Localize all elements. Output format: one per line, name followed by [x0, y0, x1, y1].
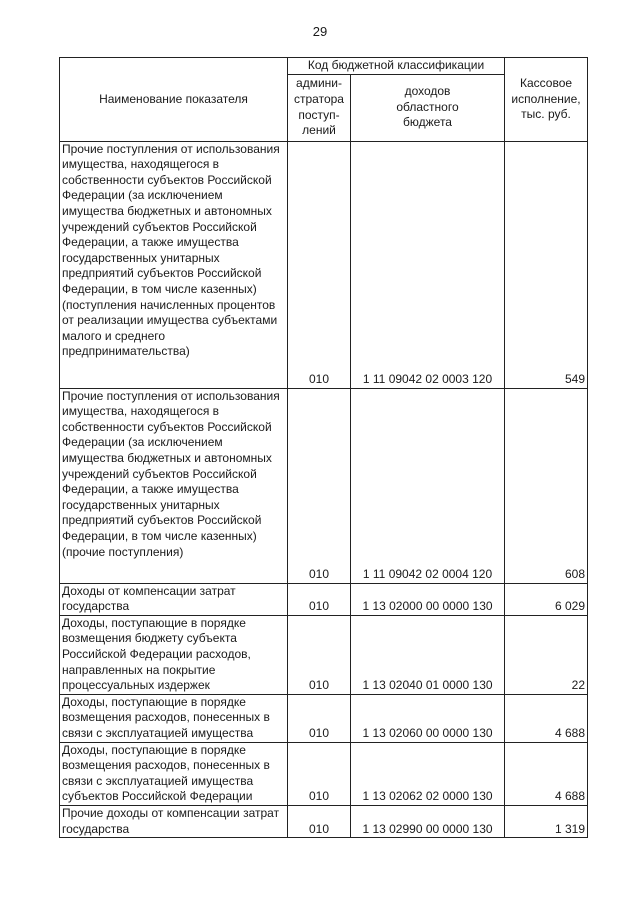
row-name-cell: Доходы, поступающие в порядке возмещения бюджету субъекта Российской Федерации расходов, направленных на покрытие процессуальных издержек: [60, 615, 288, 694]
header-name: Наименование показателя: [60, 58, 288, 142]
row-amount-cell: 4 688: [505, 694, 588, 742]
row-amount-cell: 608: [505, 388, 588, 583]
table-row: [60, 694, 588, 742]
row-admin-code-cell: 010: [288, 615, 351, 694]
page-number: 29: [312, 24, 328, 39]
row-budget-code-cell: 1 13 02000 00 0000 130: [351, 583, 505, 615]
row-name-cell: Доходы, поступающие в порядке возмещения расходов, понесенных в связи с эксплуатацией имущества: [60, 694, 288, 742]
row-admin-code-cell: 010: [288, 141, 351, 388]
row-amount-cell: 6 029: [505, 583, 588, 615]
row-admin-code-cell: 010: [288, 388, 351, 583]
row-budget-code-cell: 1 11 09042 02 0004 120: [351, 388, 505, 583]
table-row: [60, 615, 588, 694]
table-row: [60, 583, 588, 615]
table-row: [60, 805, 588, 837]
header-code-group: Код бюджетной классификации: [288, 58, 505, 75]
row-amount-cell: 22: [505, 615, 588, 694]
row-admin-code-cell: 010: [288, 742, 351, 805]
row-admin-code-cell: 010: [288, 805, 351, 837]
row-admin-code-cell: 010: [288, 694, 351, 742]
header-row-top: [60, 58, 588, 75]
table-row: [60, 141, 588, 388]
header-income: доходов областного бюджета: [351, 74, 505, 141]
row-amount-cell: 1 319: [505, 805, 588, 837]
row-admin-code-cell: 010: [288, 583, 351, 615]
header-amount: Кассовое исполнение, тыс. руб.: [505, 58, 588, 142]
row-amount-cell: 4 688: [505, 742, 588, 805]
table-row: [60, 388, 588, 583]
row-budget-code-cell: 1 11 09042 02 0003 120: [351, 141, 505, 388]
table-header: [60, 58, 588, 142]
table-body: [60, 141, 588, 838]
row-name-cell: Прочие поступления от использования имущества, находящегося в собственности субъектов Российской Федерации (за исключением имущества бюджетных и автономных учреждений субъектов Российской Федерации, а также имущества государственных унитарных предприятий субъектов Российской Федерации, в том числе казенных) (прочие поступления): [60, 388, 288, 583]
row-budget-code-cell: 1 13 02060 00 0000 130: [351, 694, 505, 742]
row-amount-cell: 549: [505, 141, 588, 388]
budget-income-table: [59, 57, 588, 838]
row-budget-code-cell: 1 13 02040 01 0000 130: [351, 615, 505, 694]
row-name-cell: Доходы от компенсации затрат государства: [60, 583, 288, 615]
row-name-cell: Доходы, поступающие в порядке возмещения расходов, понесенных в связи с эксплуатацией имущества субъектов Российской Федерации: [60, 742, 288, 805]
row-name-cell: Прочие доходы от компенсации затрат государства: [60, 805, 288, 837]
header-admin: админи- стратора поступ- лений: [288, 74, 351, 141]
row-budget-code-cell: 1 13 02990 00 0000 130: [351, 805, 505, 837]
table-row: [60, 742, 588, 805]
row-budget-code-cell: 1 13 02062 02 0000 130: [351, 742, 505, 805]
row-name-cell: Прочие поступления от использования имущества, находящегося в собственности субъектов Российской Федерации (за исключением имущества бюджетных и автономных учреждений субъектов Российской Федерации, а также имущества государственных унитарных предприятий субъектов Российской Федерации, в том числе казенных) (поступления начисленных процентов от реализации имущества субъектами малого и среднего предпринимательства): [60, 141, 288, 388]
